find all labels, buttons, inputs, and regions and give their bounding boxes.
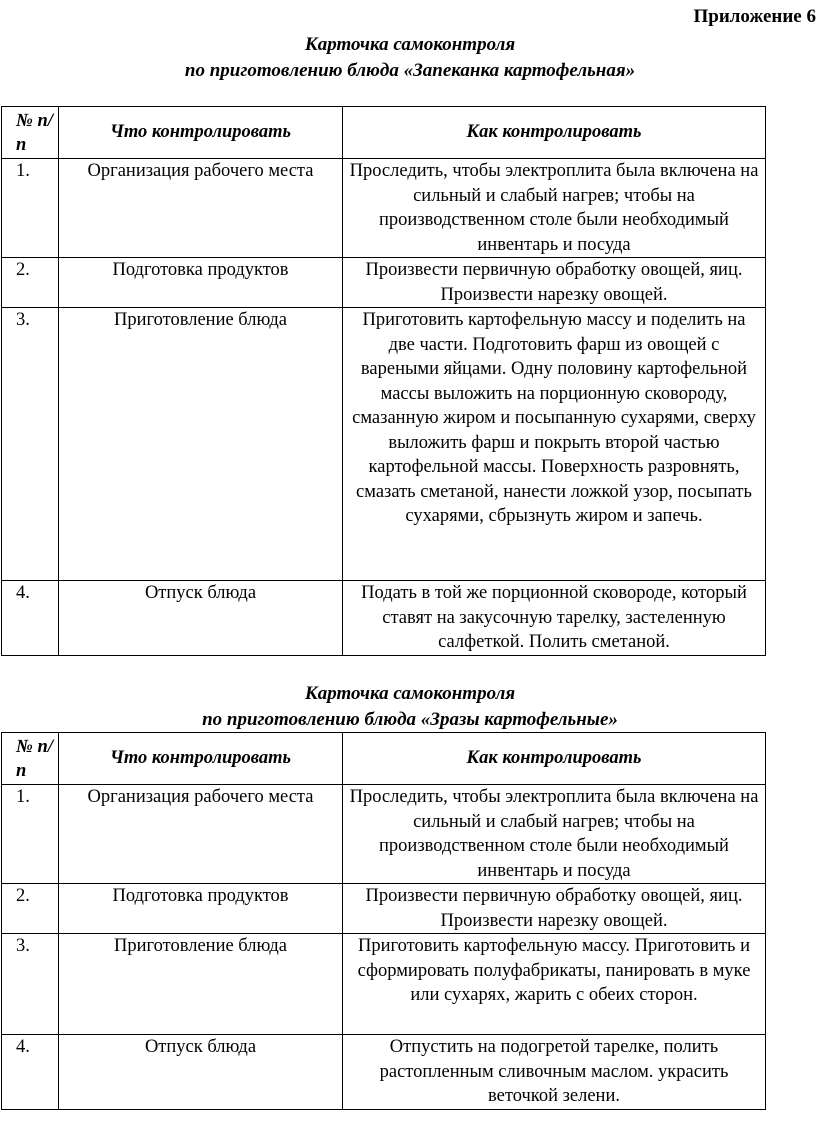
row-how: Произвести первичную обработку овощей, яиц. Произвести нарезку овощей. [343,884,766,934]
row-what: Организация рабочего места [59,159,343,258]
row-what: Отпуск блюда [59,581,343,656]
card1-title-line1: Карточка самоконтроля [304,34,516,55]
row-what: Приготовление блюда [59,934,343,1035]
header-how: Как контролировать [343,733,766,785]
card2-title-line2: по приготовлению блюда «Зразы картофельные» [202,709,618,730]
row-how: Подать в той же порционной сковороде, который ставят на закусочную тарелку, застеленную салфеткой. Полить сметаной. [343,581,766,656]
row-num: 3. [2,934,59,1035]
card1-table [1,106,766,656]
row-num: 1. [2,785,59,884]
header-what: Что контролировать [59,107,343,159]
table-row [2,934,766,1035]
card1-title-line2: по приготовлению блюда «Запеканка картофельная» [184,60,636,81]
card2-title-line1: Карточка самоконтроля [304,683,516,704]
card2-header-row [2,733,766,785]
card1-title [0,32,816,84]
row-num: 1. [2,159,59,258]
row-what: Приготовление блюда [59,308,343,581]
row-how: Отпустить на подогретой тарелке, полить растопленным сливочным маслом. украсить веточкой зелени. [343,1035,766,1110]
table-row [2,884,766,934]
row-what: Организация рабочего места [59,785,343,884]
table-row [2,159,766,258]
row-what: Подготовка продуктов [59,258,343,308]
header-what: Что контролировать [59,733,343,785]
row-num: 2. [2,884,59,934]
row-how: Приготовить картофельную массу. Приготовить и сформировать полуфабрикаты, панировать в муке или сухарях, жарить с обеих сторон. [343,934,766,1035]
table-row [2,1035,766,1110]
row-num: 4. [2,581,59,656]
row-how: Приготовить картофельную массу и поделить на две части. Подготовить фарш из овощей с вареными яйцами. Одну половину картофельной массы выложить на порционную сковороду, смазанную жиром и посыпанную сухарями, сверху выложить фарш и покрыть второй частью картофельной массы. Поверхность разровнять, смазать сметаной, нанести ложкой узор, посыпать сухарями, сбрызнуть жиром и запечь. [343,308,766,581]
card2-table [1,732,766,1110]
row-num: 3. [2,308,59,581]
table-row [2,785,766,884]
row-how: Произвести первичную обработку овощей, яиц. Произвести нарезку овощей. [343,258,766,308]
row-how: Проследить, чтобы электроплита была включена на сильный и слабый нагрев; чтобы на производственном столе были необходимый инвентарь и посуда [343,159,766,258]
row-num: 4. [2,1035,59,1110]
card1-header-row [2,107,766,159]
row-what: Подготовка продуктов [59,884,343,934]
header-how: Как контролировать [343,107,766,159]
row-how: Проследить, чтобы электроплита была включена на сильный и слабый нагрев; чтобы на производственном столе были необходимый инвентарь и посуда [343,785,766,884]
header-num: № п/п [2,107,59,159]
table-row [2,258,766,308]
card2-title [0,681,816,733]
table-row [2,308,766,581]
header-num: № п/п [2,733,59,785]
row-what: Отпуск блюда [59,1035,343,1110]
appendix-label: Приложение 6 [693,6,816,27]
table-row [2,581,766,656]
row-num: 2. [2,258,59,308]
